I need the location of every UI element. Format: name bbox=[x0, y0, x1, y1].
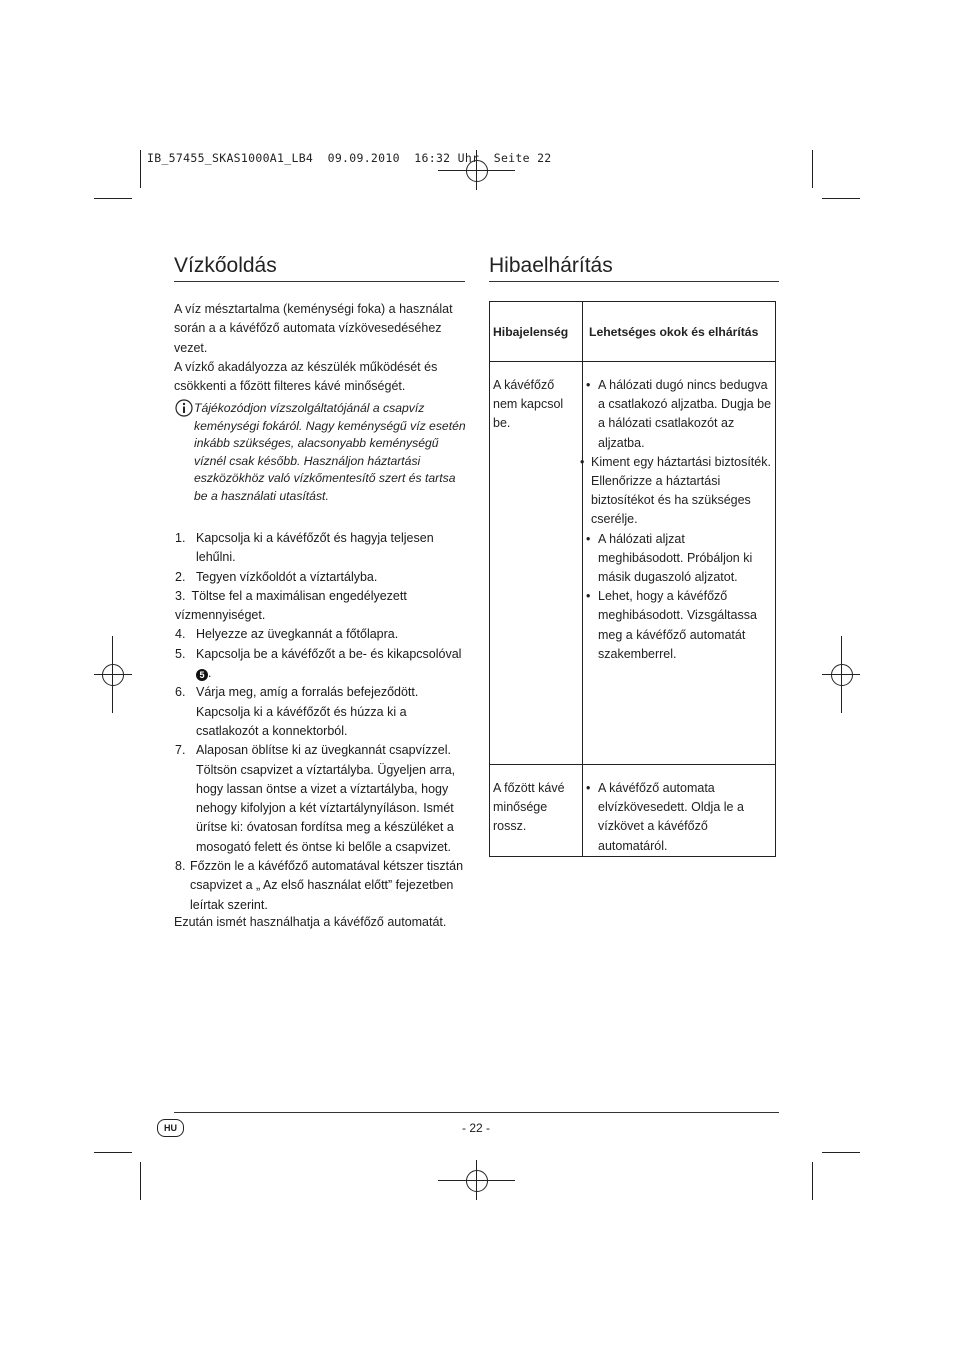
table-row bbox=[490, 765, 776, 857]
language-badge: HU bbox=[157, 1119, 184, 1137]
list-item: 6. Várja meg, amíg a forralás befejeződött. Kapcsolja ki a kávéfőzőt és húzza ki a csatlakozót a konnektorból. bbox=[175, 685, 419, 738]
print-header: IB_57455_SKAS1000A1_LB4 09.09.2010 16:32 Uhr Seite 22 bbox=[147, 151, 552, 165]
info-note: Tájékozódjon vízszolgáltatójánál a csapvíz keménységi fokáról. Nagy keménységű víz esetén inkább szükséges, alacsonyabb keménységű víznél csak később. Használjon háztartási eszközökhöz való vízkőmentesítő szert és tartsa be a használati utasítást. bbox=[194, 401, 466, 503]
section-title-descaling: Vízkőoldás bbox=[174, 254, 277, 277]
list-item: • A kávéfőző automata elvízkövesedett. Oldja le a vízkövet a kávéfőző automatáról. bbox=[583, 779, 772, 856]
list-item: • A hálózati aljzat meghibásodott. Próbáljon ki másik dugaszoló aljzatot. bbox=[583, 530, 772, 588]
info-icon bbox=[175, 399, 193, 422]
on-off-switch-badge: 5 bbox=[196, 669, 208, 681]
list-item: • Kiment egy háztartási biztosíték. Ellenőrizze a háztartási biztosítékot és ha szükséges cserélje. bbox=[583, 453, 772, 530]
symptom-cell: A kávéfőző nem kapcsol be. bbox=[490, 362, 583, 765]
page-number: - 22 - bbox=[461, 1121, 490, 1135]
intro-paragraph: A víz mésztartalma (keménységi foka) a használat során a a kávéfőző automata vízkövesedéséhez vezet. A vízkő akadályozza az készülék működését és csökkenti a főzött filteres kávé minőségét. bbox=[174, 302, 453, 394]
list-item: 3. Töltse fel a maximálisan engedélyezett vízmennyiséget. bbox=[175, 588, 407, 623]
column-header-causes: Lehetséges okok és elhárítás bbox=[583, 302, 776, 362]
symptom-cell: A főzött kávé minősége rossz. bbox=[490, 765, 583, 857]
list-item: 5. Kapcsolja be a kávéfőzőt a be- és kikapcsolóval 5 . bbox=[175, 646, 462, 681]
title-divider bbox=[489, 281, 779, 282]
list-item: 1. Kapcsolja ki a kávéfőzőt és hagyja teljesen lehűlni. bbox=[175, 531, 434, 565]
column-header-symptom: Hibajelenség bbox=[490, 302, 583, 362]
table-row bbox=[490, 362, 776, 765]
list-item: • Lehet, hogy a kávéfőző meghibásodott. Vizsgáltassa meg a kávéfőző automatát szakemberrel. bbox=[583, 587, 772, 664]
list-item: 2. Tegyen vízkőoldót a víztartályba. bbox=[175, 569, 378, 584]
descaling-steps bbox=[175, 529, 465, 915]
section-title-troubleshooting: Hibaelhárítás bbox=[489, 254, 613, 277]
troubleshooting-table bbox=[489, 301, 776, 857]
list-item: 8. Főzzön le a kávéfőző automatával kétszer tisztán csapvizet a „ Az első használat előtt” fejezetben leírtak szerint. bbox=[175, 859, 464, 912]
table-header-row bbox=[490, 302, 776, 362]
closing-text: Ezután ismét használhatja a kávéfőző automatát. bbox=[174, 915, 447, 929]
causes-cell bbox=[583, 362, 776, 765]
footer-divider bbox=[174, 1112, 779, 1113]
list-item: • A hálózati dugó nincs bedugva a csatlakozó aljzatba. Dugja be a hálózati csatlakozót az aljzatba. bbox=[583, 376, 772, 453]
list-item: 4. Helyezze az üvegkannát a főtőlapra. bbox=[175, 627, 399, 642]
title-divider bbox=[174, 281, 465, 282]
causes-cell bbox=[583, 765, 776, 857]
list-item: 7. Alaposan öblítse ki az üvegkannát csapvízzel. Töltsön csapvizet a víztartályba. Ügyeljen arra, hogy lassan öntse a vizet a víztartályba, hogy nehogy kifolyjon a két víztartálynyíláson. Ismét ürítse ki: óvatosan fordítsa meg a készüléket a mosogató felett és öntse ki belőle a csapvizet. bbox=[175, 743, 456, 854]
